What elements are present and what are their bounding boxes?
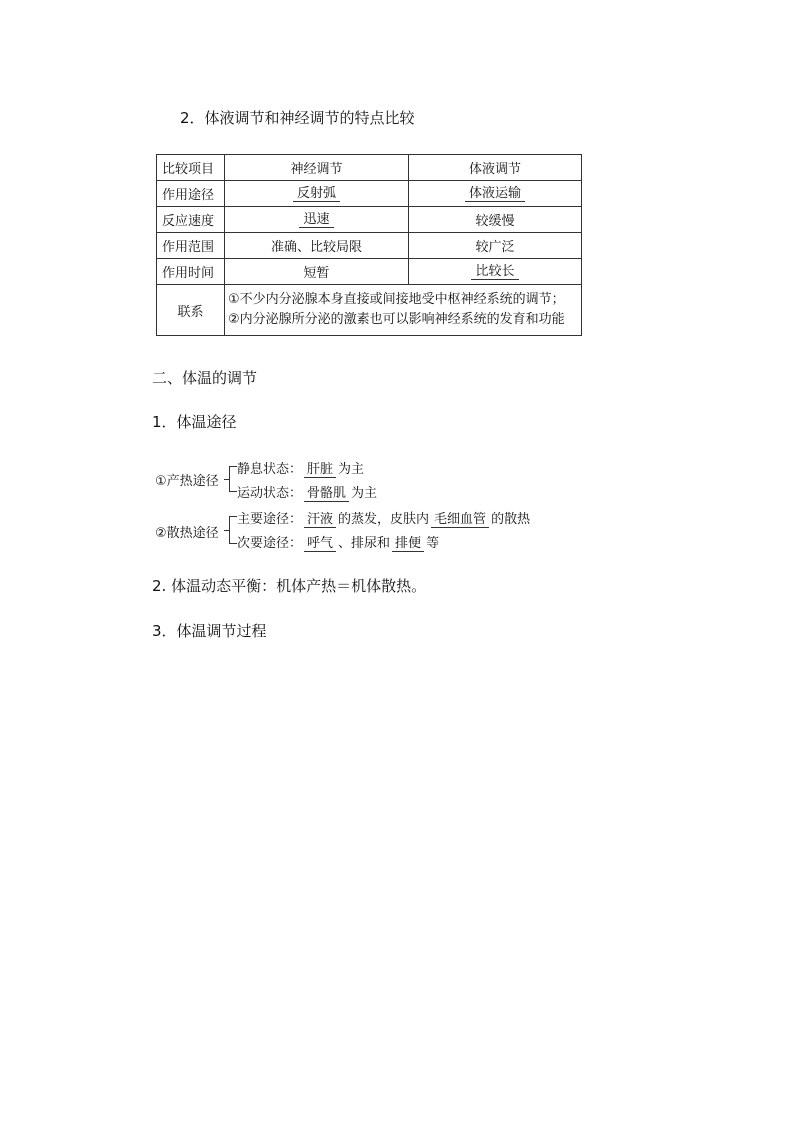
subsection-heat-pathways: 1．体温途径 [152,413,237,431]
row-humoral [409,259,582,285]
relation-line-1: ①不少内分泌腺本身直接或间接地受中枢神经系统的调节； [228,292,565,307]
table-row [157,259,582,285]
main-pathway-line: 主要途径： 汗液 的蒸发，皮肤内 毛细血管 的散热 [237,512,531,527]
table-row [157,181,582,207]
row-neural [225,181,409,207]
table-heading: 2．体液调节和神经调节的特点比较 [180,109,415,127]
subsection-balance: 2. 体温动态平衡：机体产热＝机体散热。 [152,577,427,595]
fill-blank: 汗液 [304,512,336,528]
row-neural: 准确、比较局限 [225,233,409,259]
relation-text [225,285,582,336]
fill-blank: 骨骼肌 [304,486,349,502]
relation-row [157,285,582,336]
minor-pathway-line: 次要途径： 呼气 、排尿和 排便 等 [237,536,440,551]
fill-blank: 迅速 [299,212,333,228]
header-neural: 神经调节 [225,155,409,181]
fill-blank: 比较长 [471,264,518,280]
fill-blank: 毛细血管 [431,512,489,528]
exercise-state-line: 运动状态： 骨骼肌 为主 [237,486,378,501]
table-row [157,207,582,233]
header-item: 比较项目 [157,155,225,181]
row-item: 反应速度 [157,207,225,233]
row-item: 作用时间 [157,259,225,285]
table-header-row [157,155,582,181]
relation-label: 联系 [157,285,225,336]
row-humoral: 较缓慢 [409,207,582,233]
fill-blank: 排便 [392,536,424,552]
rest-state-line: 静息状态： 肝脏 为主 [237,462,365,477]
brace-icon [229,466,237,492]
heat-dissipation-label: ②散热途径 [155,526,219,541]
fill-blank: 反射弧 [293,186,340,202]
row-humoral: 较广泛 [409,233,582,259]
heat-production-label: ①产热途径 [155,474,219,489]
fill-blank: 肝脏 [304,462,336,478]
row-item: 作用范围 [157,233,225,259]
relation-line-2: ②内分泌腺所分泌的激素也可以影响神经系统的发育和功能 [228,312,565,327]
row-humoral [409,181,582,207]
row-item: 作用途径 [157,181,225,207]
row-neural: 短暂 [225,259,409,285]
fill-blank: 呼气 [304,536,336,552]
fill-blank: 体液运输 [465,186,525,202]
table-row [157,233,582,259]
header-humoral: 体液调节 [409,155,582,181]
brace-icon [229,516,237,544]
row-neural [225,207,409,233]
subsection-process: 3．体温调节过程 [152,622,267,640]
comparison-table [156,154,582,336]
section-title: 二、体温的调节 [152,369,258,387]
